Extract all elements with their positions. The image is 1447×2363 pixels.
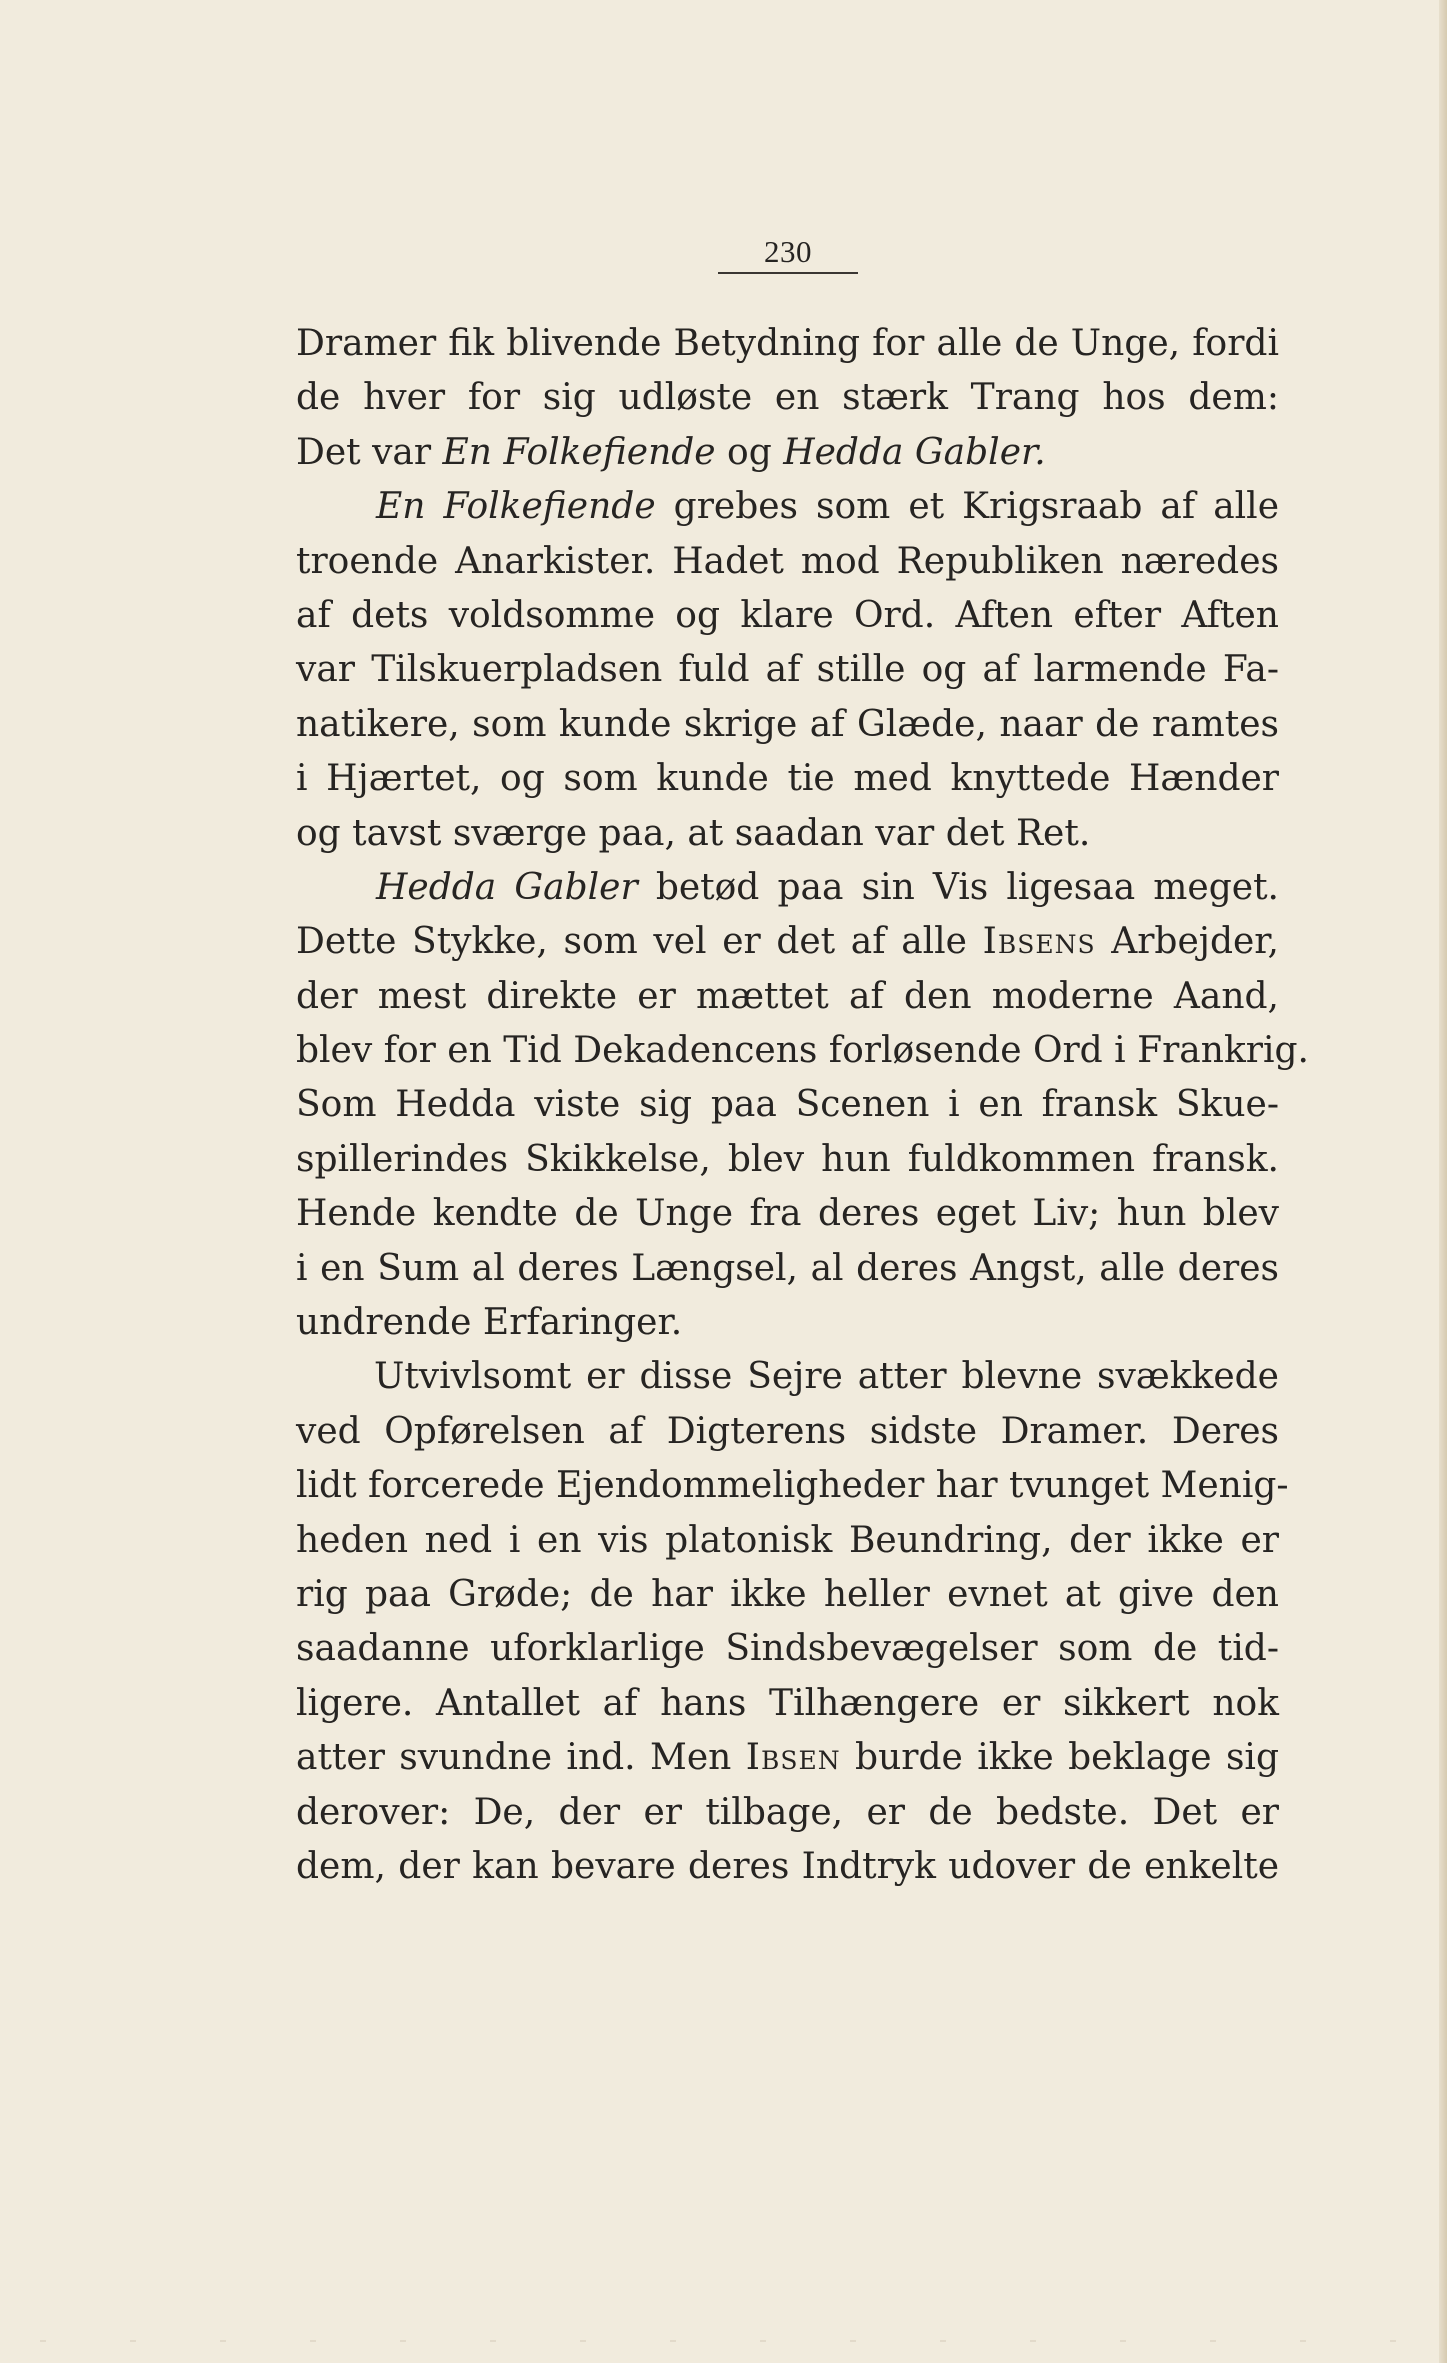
text-line xyxy=(296,426,1279,480)
text-line: var Tilskuerpladsen fuld af stille og af larmende Fa- xyxy=(296,649,1279,691)
text-line xyxy=(296,1731,1279,1785)
page-number: 230 xyxy=(764,234,812,269)
text-segment: atter svundne ind. Men xyxy=(296,1737,746,1779)
paper-texture-specks xyxy=(0,2340,1447,2342)
text-line: undrende Erfaringer. xyxy=(296,1302,683,1344)
text-line xyxy=(296,480,1279,534)
text-segment: Det var xyxy=(296,431,443,473)
text-line: Dramer fik blivende Betydning for alle de Unge, fordi xyxy=(296,323,1279,364)
text-segment: burde ikke beklage sig xyxy=(840,1737,1279,1779)
text-line: rig paa Grøde; de har ikke heller evnet at give den xyxy=(296,1573,1279,1615)
text-line: troende Anarkister. Hadet mod Republiken næredes xyxy=(296,540,1279,582)
text-segment: grebes som et Krigsraab af alle xyxy=(655,486,1280,528)
text-line xyxy=(296,915,1279,969)
text-line: Som Hedda viste sig paa Scenen i en fransk Skue- xyxy=(296,1084,1279,1126)
text-line: heden ned i en vis platonisk Beundring, der ikke er xyxy=(296,1519,1279,1561)
small-caps-name: Ibsens xyxy=(982,921,1096,963)
text-line: lidt forcerede Ejendommeligheder har tvunget Menig- xyxy=(296,1465,1289,1507)
page-number-rule xyxy=(718,272,858,274)
italic-title: Hedda Gabler. xyxy=(783,431,1046,473)
italic-title: En Folkefiende xyxy=(442,431,716,473)
text-line: i Hjærtet, og som kunde tie med knyttede Hænder xyxy=(296,758,1279,800)
text-line: de hver for sig udløste en stærk Trang hos dem: xyxy=(296,377,1279,419)
text-line: blev for en Tid Dekadencens forløsende Ord i Frankrig. xyxy=(296,1030,1309,1072)
text-line: saadanne uforklarlige Sindsbevægelser som de tid- xyxy=(296,1628,1279,1670)
italic-title: Hedda Gabler xyxy=(376,866,638,908)
text-line: ligere. Antallet af hans Tilhængere er sikkert nok xyxy=(296,1682,1279,1724)
page-edge xyxy=(1439,0,1447,2363)
text-line xyxy=(296,861,1279,915)
text-line: Utvivlsomt er disse Sejre atter blevne svækkede xyxy=(374,1356,1279,1398)
text-line: der mest direkte er mættet af den moderne Aand, xyxy=(296,975,1279,1017)
text-segment: Arbejder, xyxy=(1095,921,1279,963)
text-segment: betød paa sin Vis ligesaa meget. xyxy=(637,866,1279,908)
text-line: dem, der kan bevare deres Indtryk udover de enkelte xyxy=(296,1845,1279,1887)
text-line: derover: De, der er tilbage, er de bedste. Det er xyxy=(296,1791,1279,1833)
small-caps-name: Ibsen xyxy=(745,1737,841,1779)
italic-title: En Folkefiende xyxy=(376,486,656,528)
text-line: i en Sum al deres Længsel, al deres Angst, alle deres xyxy=(296,1247,1279,1289)
text-segment: Dette Stykke, som vel er det af alle xyxy=(296,921,983,963)
text-line: natikere, som kunde skrige af Glæde, naar de ramtes xyxy=(296,703,1279,745)
body-text xyxy=(296,317,1309,1894)
text-line: af dets voldsomme og klare Ord. Aften efter Aften xyxy=(296,594,1279,636)
text-line: spillerindes Skikkelse, blev hun fuldkommen fransk. xyxy=(296,1138,1279,1180)
text-line: og tavst sværge paa, at saadan var det Ret. xyxy=(296,812,1091,854)
text-segment: og xyxy=(715,431,784,473)
text-line: Hende kendte de Unge fra deres eget Liv; hun blev xyxy=(296,1193,1279,1235)
text-line: ved Opførelsen af Digterens sidste Dramer. Deres xyxy=(296,1410,1279,1452)
